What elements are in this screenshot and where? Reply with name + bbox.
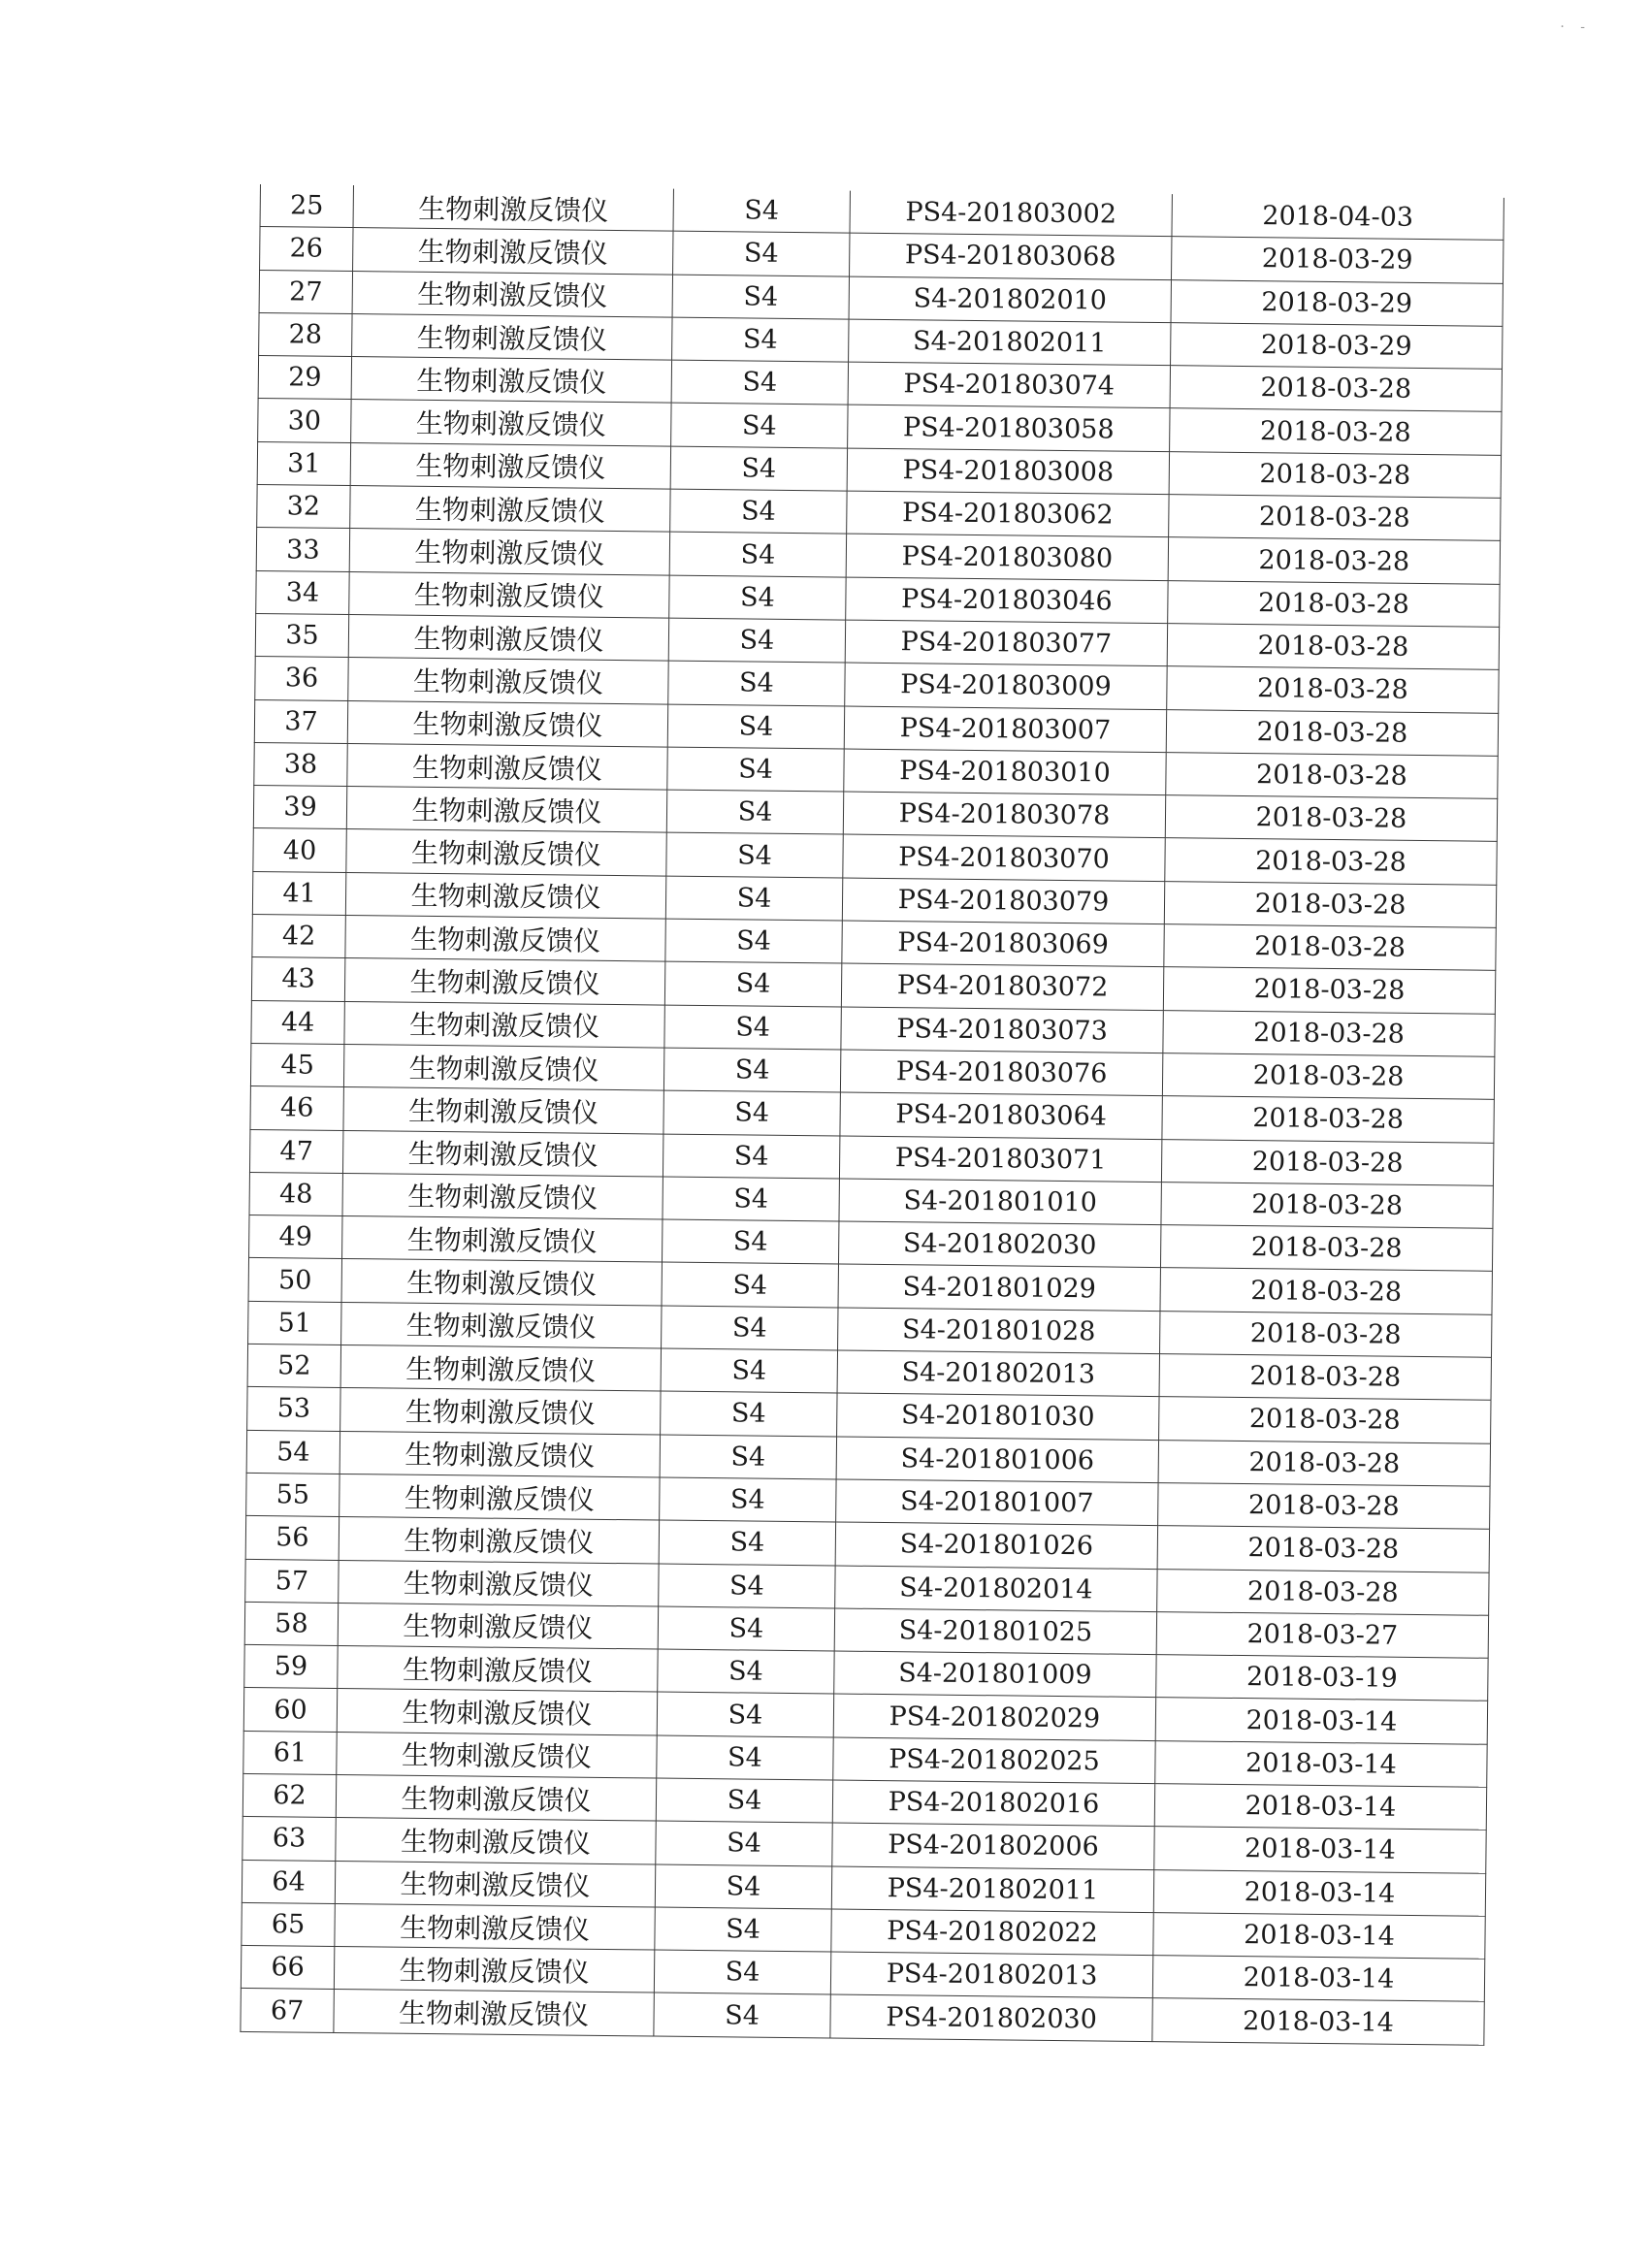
date-cell: 2018-03-28: [1165, 838, 1497, 885]
row-number-cell: 29: [258, 356, 351, 400]
serial-number-cell: PS4-201803074: [848, 362, 1170, 408]
model-cell: S4: [664, 961, 841, 1006]
model-cell: S4: [656, 1778, 832, 1823]
model-cell: S4: [666, 833, 843, 878]
device-name-cell: 生物刺激反馈仪: [340, 1474, 660, 1520]
date-cell: 2018-03-28: [1158, 1440, 1490, 1486]
model-cell: S4: [663, 1134, 839, 1179]
date-cell: 2018-03-28: [1159, 1354, 1491, 1401]
model-cell: S4: [662, 1306, 838, 1350]
device-name-cell: 生物刺激反馈仪: [336, 1774, 656, 1821]
device-name-cell: 生物刺激反馈仪: [341, 1302, 662, 1348]
model-cell: S4: [669, 575, 846, 620]
serial-number-cell: PS4-201802030: [830, 1994, 1152, 2041]
row-number-cell: 41: [252, 871, 345, 915]
device-name-cell: 生物刺激反馈仪: [348, 658, 668, 704]
model-cell: S4: [667, 747, 844, 792]
serial-number-cell: PS4-201803073: [841, 1007, 1163, 1053]
row-number-cell: 45: [250, 1043, 343, 1086]
model-cell: S4: [657, 1735, 833, 1780]
serial-number-cell: PS4-201803072: [841, 963, 1163, 1010]
serial-number-cell: PS4-201803077: [845, 620, 1167, 666]
model-cell: S4: [661, 1391, 837, 1436]
device-name-cell: 生物刺激反馈仪: [342, 1130, 663, 1177]
device-name-cell: 生物刺激反馈仪: [338, 1603, 658, 1649]
row-number-cell: 36: [255, 657, 348, 700]
date-cell: 2018-03-28: [1157, 1569, 1489, 1615]
serial-number-cell: PS4-201803062: [847, 491, 1169, 537]
model-cell: S4: [668, 661, 845, 705]
device-name-cell: 生物刺激反馈仪: [342, 1173, 663, 1219]
row-number-cell: 46: [250, 1086, 343, 1130]
model-cell: S4: [654, 1993, 830, 2037]
row-number-cell: 64: [242, 1860, 335, 1903]
date-cell: 2018-03-28: [1157, 1526, 1489, 1572]
date-cell: 2018-03-28: [1168, 580, 1500, 627]
device-name-cell: 生物刺激反馈仪: [340, 1431, 660, 1477]
row-number-cell: 67: [241, 1989, 334, 2032]
row-number-cell: 33: [256, 528, 349, 571]
device-name-cell: 生物刺激反馈仪: [345, 916, 665, 962]
model-cell: S4: [670, 489, 847, 534]
row-number-cell: 48: [249, 1172, 342, 1215]
serial-number-cell: S4-201801009: [834, 1651, 1156, 1698]
device-name-cell: 生物刺激反馈仪: [345, 872, 665, 919]
device-list-table: [240, 184, 1504, 2046]
serial-number-cell: PS4-201803069: [842, 921, 1164, 967]
device-name-cell: 生物刺激反馈仪: [353, 185, 673, 231]
date-cell: 2018-03-14: [1152, 1998, 1484, 2045]
model-cell: S4: [663, 1048, 840, 1092]
model-cell: S4: [654, 1950, 830, 1994]
device-name-cell: 生物刺激反馈仪: [343, 1044, 663, 1090]
row-number-cell: 34: [256, 570, 349, 614]
serial-number-cell: PS4-201803064: [840, 1092, 1162, 1139]
date-cell: 2018-03-28: [1168, 537, 1500, 584]
model-cell: S4: [673, 231, 850, 275]
serial-number-cell: PS4-201803078: [843, 792, 1165, 838]
row-number-cell: 59: [244, 1645, 338, 1689]
device-name-cell: 生物刺激反馈仪: [350, 486, 670, 533]
model-cell: S4: [665, 876, 842, 921]
device-name-cell: 生物刺激反馈仪: [334, 1947, 654, 1993]
row-number-cell: 53: [247, 1387, 340, 1431]
date-cell: 2018-04-03: [1172, 194, 1504, 240]
date-cell: 2018-03-28: [1166, 709, 1498, 756]
date-cell: 2018-03-14: [1155, 1698, 1487, 1744]
serial-number-cell: S4-201801006: [836, 1437, 1158, 1483]
date-cell: 2018-03-28: [1164, 881, 1496, 927]
model-cell: S4: [663, 1177, 839, 1221]
row-number-cell: 32: [257, 485, 350, 529]
device-name-cell: 生物刺激反馈仪: [349, 529, 669, 575]
row-number-cell: 58: [244, 1602, 338, 1645]
model-cell: S4: [672, 275, 849, 319]
serial-number-cell: PS4-201803002: [850, 191, 1172, 237]
serial-number-cell: S4-201801025: [834, 1608, 1156, 1655]
model-cell: S4: [663, 1090, 840, 1135]
model-cell: S4: [671, 404, 848, 448]
device-name-cell: 生物刺激反馈仪: [339, 1560, 659, 1606]
serial-number-cell: S4-201801026: [835, 1522, 1157, 1569]
serial-number-cell: PS4-201802022: [831, 1909, 1153, 1956]
date-cell: 2018-03-28: [1169, 451, 1501, 498]
date-cell: 2018-03-28: [1163, 967, 1495, 1014]
serial-number-cell: S4-201802030: [838, 1221, 1160, 1268]
model-cell: S4: [658, 1606, 834, 1651]
serial-number-cell: PS4-201802025: [833, 1737, 1155, 1784]
model-cell: S4: [662, 1219, 838, 1264]
model-cell: S4: [668, 618, 845, 663]
date-cell: 2018-03-14: [1153, 1869, 1485, 1916]
device-name-cell: 生物刺激反馈仪: [350, 442, 670, 489]
device-name-cell: 生物刺激反馈仪: [335, 1903, 655, 1950]
date-cell: 2018-03-14: [1154, 1827, 1486, 1873]
row-number-cell: 61: [243, 1731, 337, 1774]
model-cell: S4: [666, 790, 843, 834]
serial-number-cell: PS4-201803008: [847, 448, 1169, 495]
model-cell: S4: [673, 189, 850, 234]
date-cell: 2018-03-19: [1156, 1655, 1488, 1701]
model-cell: S4: [657, 1692, 833, 1736]
row-number-cell: 47: [249, 1129, 342, 1173]
device-name-cell: 生物刺激反馈仪: [341, 1259, 662, 1306]
model-cell: S4: [660, 1435, 836, 1479]
date-cell: 2018-03-14: [1153, 1912, 1485, 1959]
model-cell: S4: [667, 704, 844, 749]
date-cell: 2018-03-28: [1167, 624, 1499, 670]
row-number-cell: 54: [246, 1430, 340, 1474]
row-number-cell: 25: [260, 184, 353, 228]
model-cell: S4: [670, 446, 847, 491]
serial-number-cell: PS4-201803009: [845, 663, 1167, 709]
date-cell: 2018-03-29: [1171, 279, 1503, 326]
row-number-cell: 40: [253, 828, 346, 872]
serial-number-cell: PS4-201802006: [832, 1823, 1154, 1869]
model-cell: S4: [672, 317, 849, 362]
date-cell: 2018-03-28: [1159, 1397, 1491, 1443]
date-cell: 2018-03-28: [1160, 1268, 1492, 1314]
row-number-cell: 49: [249, 1215, 342, 1259]
date-cell: 2018-03-27: [1156, 1611, 1488, 1658]
serial-number-cell: PS4-201803080: [846, 534, 1168, 580]
row-number-cell: 39: [253, 786, 346, 829]
device-name-cell: 生物刺激反馈仪: [342, 1216, 663, 1263]
scan-artifact-marks: · -: [1560, 19, 1591, 35]
model-cell: S4: [655, 1907, 831, 1952]
serial-number-cell: PS4-201803007: [844, 706, 1166, 753]
device-name-cell: 生物刺激反馈仪: [337, 1689, 657, 1735]
device-name-cell: 生物刺激反馈仪: [351, 357, 671, 404]
device-name-cell: 生物刺激反馈仪: [346, 787, 666, 833]
row-number-cell: 50: [248, 1258, 341, 1302]
model-cell: S4: [655, 1864, 831, 1909]
serial-number-cell: S4-201801010: [839, 1179, 1161, 1225]
date-cell: 2018-03-29: [1171, 237, 1503, 283]
device-name-cell: 生物刺激反馈仪: [339, 1517, 659, 1564]
row-number-cell: 43: [251, 957, 344, 1001]
date-cell: 2018-03-28: [1160, 1311, 1492, 1357]
row-number-cell: 62: [242, 1773, 336, 1817]
date-cell: 2018-03-28: [1165, 795, 1497, 842]
device-name-cell: 生物刺激反馈仪: [348, 614, 668, 661]
date-cell: 2018-03-29: [1171, 323, 1503, 370]
date-cell: 2018-03-28: [1169, 495, 1501, 541]
serial-number-cell: PS4-201803058: [848, 405, 1170, 452]
date-cell: 2018-03-28: [1164, 924, 1496, 971]
row-number-cell: 66: [241, 1946, 334, 1990]
model-cell: S4: [660, 1477, 836, 1522]
date-cell: 2018-03-28: [1163, 1010, 1495, 1056]
serial-number-cell: PS4-201803079: [842, 878, 1164, 924]
serial-number-cell: PS4-201802011: [831, 1866, 1153, 1913]
model-cell: S4: [661, 1348, 837, 1393]
serial-number-cell: S4-201801028: [838, 1308, 1160, 1354]
row-number-cell: 26: [260, 227, 353, 271]
serial-number-cell: S4-201801007: [836, 1479, 1158, 1526]
serial-number-cell: S4-201802014: [835, 1566, 1157, 1612]
device-name-cell: 生物刺激反馈仪: [347, 700, 667, 747]
serial-number-cell: PS4-201803046: [846, 577, 1168, 624]
row-number-cell: 60: [243, 1688, 337, 1732]
serial-number-cell: S4-201802011: [849, 319, 1171, 366]
row-number-cell: 28: [259, 312, 352, 356]
row-number-cell: 27: [259, 270, 352, 313]
device-name-cell: 生物刺激反馈仪: [346, 829, 666, 876]
date-cell: 2018-03-28: [1158, 1483, 1490, 1530]
serial-number-cell: S4-201802013: [837, 1350, 1159, 1397]
date-cell: 2018-03-28: [1166, 753, 1498, 799]
device-name-cell: 生物刺激反馈仪: [353, 228, 673, 275]
serial-number-cell: PS4-201802016: [832, 1780, 1154, 1827]
model-cell: S4: [671, 360, 848, 405]
serial-number-cell: PS4-201803071: [839, 1136, 1161, 1183]
date-cell: 2018-03-28: [1162, 1053, 1494, 1100]
device-name-cell: 生物刺激反馈仪: [352, 313, 672, 360]
model-cell: S4: [656, 1821, 832, 1865]
date-cell: 2018-03-28: [1161, 1139, 1493, 1185]
row-number-cell: 44: [251, 1000, 344, 1044]
row-number-cell: 35: [255, 613, 348, 657]
row-number-cell: 38: [254, 742, 347, 786]
serial-number-cell: S4-201801030: [837, 1393, 1159, 1440]
device-name-cell: 生物刺激反馈仪: [343, 1087, 663, 1134]
row-number-cell: 63: [242, 1817, 336, 1861]
device-name-cell: 生物刺激反馈仪: [344, 1001, 664, 1048]
row-number-cell: 30: [258, 399, 351, 442]
device-name-cell: 生物刺激反馈仪: [334, 1990, 654, 2036]
serial-number-cell: PS4-201803070: [843, 834, 1165, 881]
date-cell: 2018-03-28: [1162, 1096, 1494, 1143]
device-name-cell: 生物刺激反馈仪: [337, 1732, 657, 1778]
row-number-cell: 52: [247, 1344, 340, 1387]
date-cell: 2018-03-28: [1160, 1225, 1492, 1272]
row-number-cell: 51: [248, 1301, 341, 1345]
device-name-cell: 生物刺激反馈仪: [349, 571, 669, 618]
device-name-cell: 生物刺激反馈仪: [344, 958, 664, 1005]
date-cell: 2018-03-28: [1161, 1182, 1493, 1228]
serial-number-cell: PS4-201802013: [830, 1952, 1152, 1998]
date-cell: 2018-03-14: [1155, 1740, 1487, 1787]
model-cell: S4: [664, 1005, 841, 1050]
table-body: [241, 184, 1504, 2045]
model-cell: S4: [669, 532, 846, 576]
row-number-cell: 57: [245, 1559, 339, 1603]
date-cell: 2018-03-28: [1170, 408, 1502, 455]
model-cell: S4: [665, 919, 842, 963]
model-cell: S4: [658, 1649, 834, 1694]
device-name-cell: 生物刺激反馈仪: [336, 1818, 656, 1864]
device-name-cell: 生物刺激反馈仪: [352, 271, 672, 317]
model-cell: S4: [662, 1262, 838, 1307]
device-name-cell: 生物刺激反馈仪: [338, 1646, 658, 1693]
date-cell: 2018-03-14: [1154, 1784, 1486, 1831]
serial-number-cell: S4-201802010: [849, 276, 1171, 323]
date-cell: 2018-03-28: [1170, 366, 1502, 412]
device-name-cell: 生物刺激反馈仪: [347, 743, 667, 790]
serial-number-cell: PS4-201802029: [833, 1694, 1155, 1740]
row-number-cell: 56: [245, 1516, 339, 1560]
model-cell: S4: [659, 1520, 835, 1565]
device-name-cell: 生物刺激反馈仪: [335, 1861, 655, 1907]
row-number-cell: 42: [252, 915, 345, 958]
date-cell: 2018-03-14: [1152, 1956, 1484, 2002]
serial-number-cell: PS4-201803068: [850, 233, 1172, 279]
device-name-cell: 生物刺激反馈仪: [351, 400, 671, 446]
row-number-cell: 37: [254, 699, 347, 743]
row-number-cell: 65: [242, 1902, 335, 1946]
date-cell: 2018-03-28: [1167, 666, 1499, 713]
model-cell: S4: [659, 1564, 835, 1608]
device-name-cell: 生物刺激反馈仪: [340, 1388, 661, 1435]
serial-number-cell: PS4-201803010: [844, 749, 1166, 795]
row-number-cell: 31: [257, 441, 350, 485]
serial-number-cell: PS4-201803076: [840, 1050, 1162, 1096]
serial-number-cell: S4-201801029: [838, 1264, 1160, 1311]
row-number-cell: 55: [246, 1473, 340, 1516]
device-name-cell: 生物刺激反馈仪: [340, 1345, 661, 1391]
